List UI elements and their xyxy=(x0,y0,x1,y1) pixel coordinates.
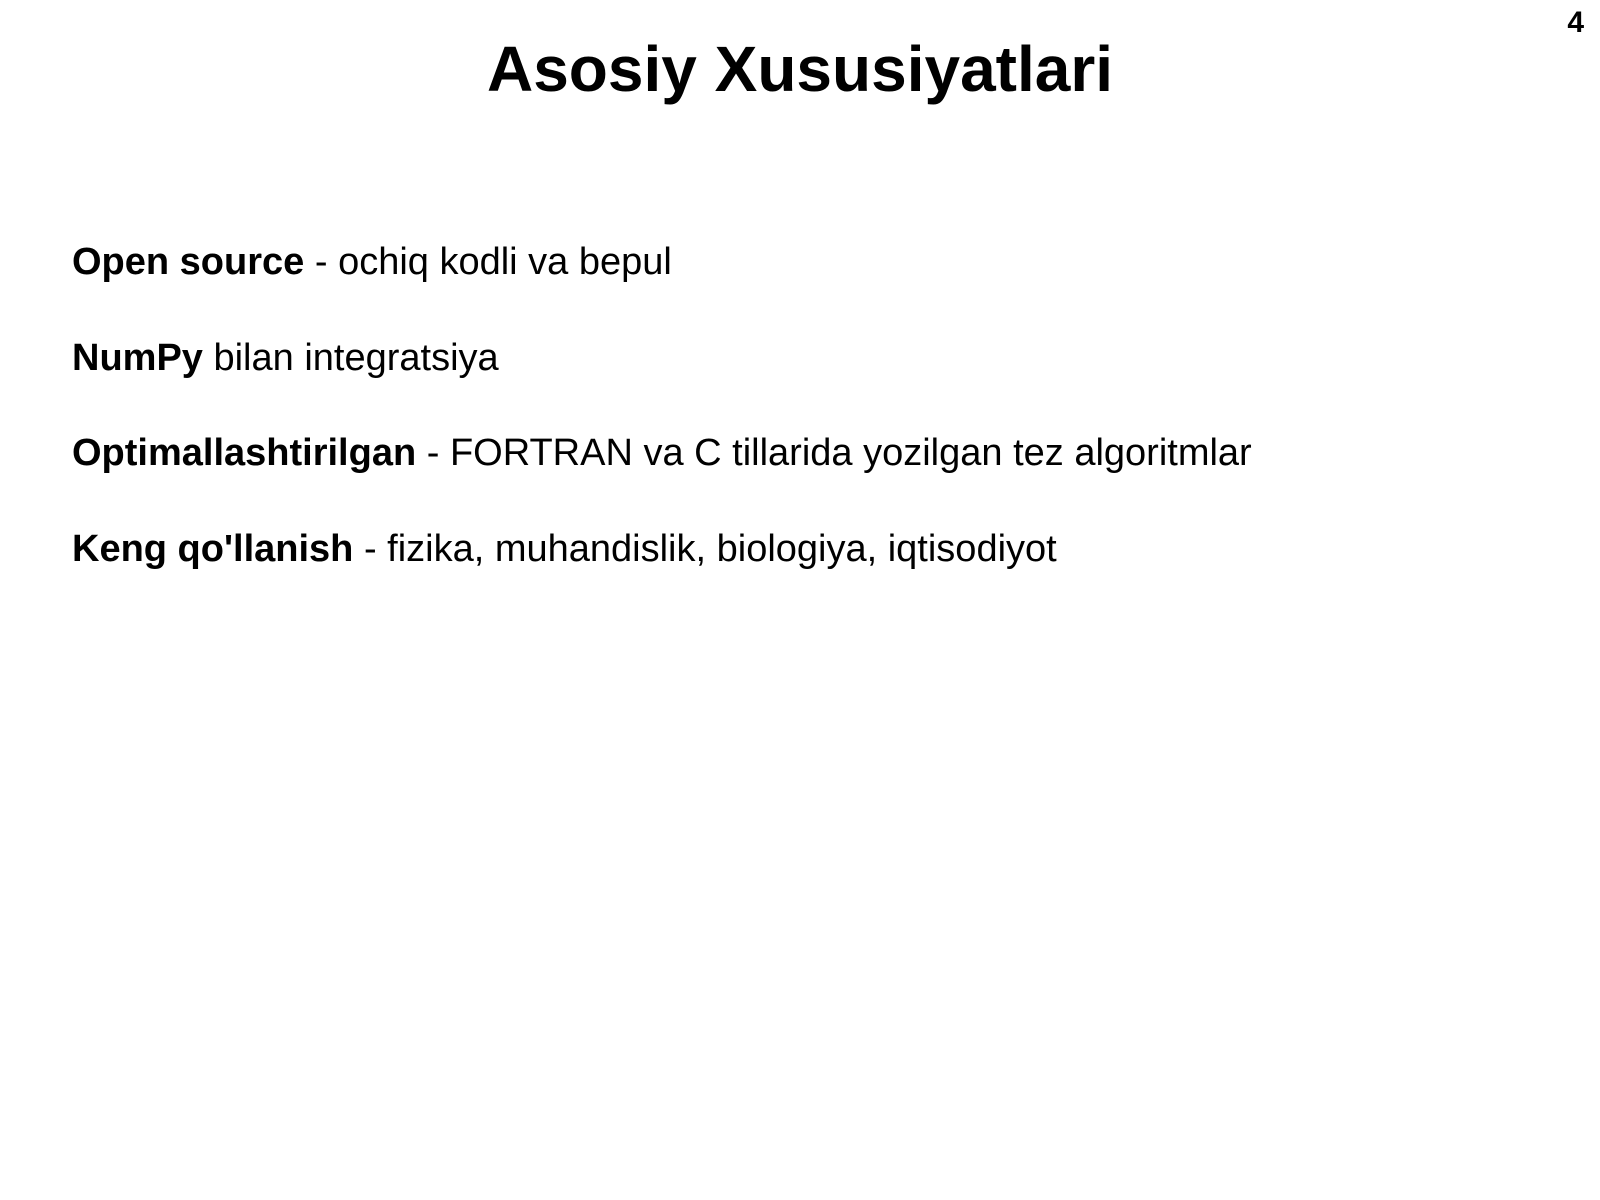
feature-term: Optimallashtirilgan xyxy=(72,432,417,475)
feature-term: NumPy xyxy=(72,336,203,379)
feature-description: - ochiq kodli va bepul xyxy=(304,241,672,283)
feature-description: - fizika, muhandislik, biologiya, iqtisodiyot xyxy=(353,527,1057,570)
feature-term: Open source xyxy=(72,241,305,283)
feature-numpy xyxy=(72,336,1532,382)
feature-list xyxy=(72,240,1532,622)
feature-description: - FORTRAN va C tillarida yozilgan tez algoritmlar xyxy=(416,432,1252,475)
page-number: 4 xyxy=(1567,6,1584,39)
feature-term: Keng qo'llanish xyxy=(72,527,354,570)
feature-open-source xyxy=(72,240,1532,286)
feature-description: bilan integratsiya xyxy=(202,336,499,379)
slide-title: Asosiy Xususiyatlari xyxy=(486,33,1114,105)
feature-optimized xyxy=(72,431,1532,477)
feature-wide-usage xyxy=(72,527,1532,573)
